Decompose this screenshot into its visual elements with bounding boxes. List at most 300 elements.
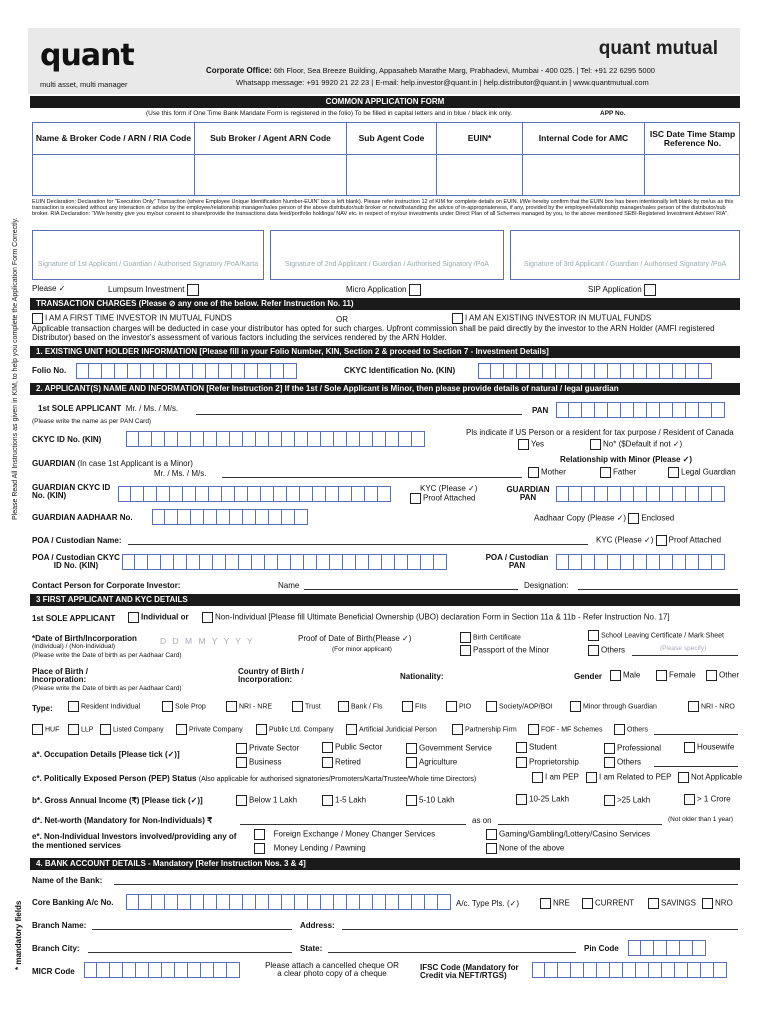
type-bank-checkbox[interactable] [338, 701, 349, 712]
type-private-label: Private Company [189, 726, 243, 734]
rel-legal-checkbox[interactable] [668, 467, 679, 478]
occ-others-checkbox[interactable] [604, 757, 615, 768]
occ-proprietorship-option[interactable] [516, 757, 579, 768]
income-6-checkbox[interactable] [684, 794, 695, 805]
type-others-input[interactable] [654, 734, 738, 735]
forex-checkbox[interactable] [254, 829, 265, 840]
branch-name-label: Branch Name: [32, 921, 87, 930]
guardian-ckyc-label: GUARDIAN CKYC ID No. (KIN) [32, 483, 111, 500]
income-5-option[interactable] [604, 795, 650, 806]
ac-savings-option[interactable] [648, 898, 696, 909]
gaming-option[interactable] [486, 829, 650, 840]
income-5-label: >25 Lakh [617, 795, 651, 805]
occ-govt-option[interactable] [406, 743, 492, 754]
core-banking-label: Core Banking A/c No. [32, 898, 114, 907]
gender-male-label: Male [623, 670, 641, 680]
applicant-name-input[interactable] [196, 414, 522, 415]
account-no-input[interactable] [126, 894, 451, 910]
us-no-checkbox[interactable] [590, 439, 601, 450]
sip-checkbox[interactable] [644, 284, 656, 296]
section-1-bar: 1. EXISTING UNIT HOLDER INFORMATION [Please fill in your Folio Number, KIN, Section 2 & proceed to Section 7 - Investment Details] [30, 346, 740, 358]
poa-ckyc-input[interactable] [122, 554, 447, 570]
type-others-checkbox[interactable] [614, 724, 625, 735]
guardian-salutation: Mr. / Ms. / M/s. [154, 469, 207, 478]
ac-type-row [456, 899, 519, 908]
type-resident-checkbox[interactable] [68, 701, 79, 712]
us-person-note: Pls indicate if US Person or a resident for tax purpose / Resident of Canada [466, 428, 734, 437]
occ-agriculture-option[interactable] [406, 757, 457, 768]
type-resident-option[interactable] [68, 701, 140, 712]
pan-name-note: (Please write the name as per PAN Card) [32, 418, 152, 425]
pep-na-checkbox[interactable] [678, 772, 689, 783]
type-partnership-checkbox[interactable] [452, 724, 463, 735]
tick-icon: ✓ [58, 284, 66, 293]
occ-retired-option[interactable] [322, 757, 361, 768]
pep-related-option[interactable] [586, 772, 671, 783]
branch-city-input[interactable] [88, 952, 292, 953]
type-llp-checkbox[interactable] [68, 724, 79, 735]
type-public-option[interactable] [256, 724, 334, 735]
poa-pan-input[interactable] [556, 554, 725, 570]
rel-father-option[interactable] [600, 467, 636, 478]
aadhaar-copy-label: Aadhaar Copy (Please ✓) [534, 513, 627, 523]
euin-declaration: EUIN Declaration: Declaration for "Execution Only" Transaction (where Employee Unique Identification Number-EUIN" box is left blank). Please refer instruction 12 of KIM for complete details on EUIN. I/We hereby confirm that the EUIN box has been intentionally left blank by me/us as this transaction is executed without any interaction or advice by the employee/relationship manager/sales person of the above distributor/sub broker or notwithstanding the advice of in-appropriateness, if any, provided by the employee/relationship manager/sales person of the distributor/sub broker. RIA Declaration: "I/We hereby give you my/our consent to share/provide the transactions data feed/portfolio holdings/ NAV etc. in respect of my/our investments under Direct Plan of all Schemes managed by you, to the above mentioned SEBI-Registered Investment Adviser/ RIA". [32, 199, 734, 217]
type-pio-label: PIO [459, 703, 472, 711]
ifsc-label: IFSC Code (Mandatory for Credit via NEFT/RTGS) [420, 963, 519, 980]
please-tick-label: Please [32, 284, 57, 293]
type-fiis-label: FIIs [415, 703, 427, 711]
bank-name-input[interactable] [114, 884, 738, 885]
income-6-label: > 1 Crore [697, 794, 731, 804]
type-nri-nre-checkbox[interactable] [226, 701, 237, 712]
passport-minor-checkbox[interactable] [460, 645, 471, 656]
forex-option[interactable] [254, 829, 435, 840]
corporate-label: Corporate Office: [206, 66, 272, 75]
type-ajp-label: Artificial Juridicial Person [359, 726, 437, 734]
occ-public-checkbox[interactable] [322, 742, 333, 753]
side-instruction-note [12, 180, 22, 520]
mandatory-fields-text: * mandatory fields [14, 900, 23, 970]
type-bank-option[interactable] [338, 701, 383, 712]
occ-business-option[interactable] [236, 757, 281, 768]
type-nri-nro-option[interactable] [688, 701, 735, 712]
form-title: COMMON APPLICATION FORM [30, 96, 740, 108]
guardian-kyc-label: KYC (Please ✓) [420, 484, 478, 493]
micr-input[interactable] [84, 962, 240, 978]
non-ind-label: e*. Non-Individual Investors involved/providing any of the mentioned services [32, 832, 237, 850]
guardian-proof-checkbox[interactable] [410, 493, 421, 504]
ckyc-id-input[interactable] [126, 431, 425, 447]
form-note: (Use this form if One Time Bank Mandate Form is registered in the folio) To be filled in capital letters and in blue / black ink only. [146, 110, 513, 117]
bank-name-label: Name of the Bank: [32, 876, 103, 885]
contact-name-input[interactable] [304, 589, 518, 590]
income-4-label: 10-25 Lakh [529, 794, 570, 804]
pin-code-input[interactable] [628, 940, 706, 956]
pep-row [32, 774, 476, 783]
type-partnership-label: Partnership Firm [465, 726, 517, 734]
pep-yes-checkbox[interactable] [532, 772, 543, 783]
contact-name-label: Name [278, 581, 300, 590]
type-huf-checkbox[interactable] [32, 724, 43, 735]
ac-type-label: A/c. Type [456, 899, 490, 908]
type-minor-checkbox[interactable] [570, 701, 581, 712]
income-1-option[interactable] [236, 795, 297, 806]
type-fof-label: FOF - MF Schemes [541, 726, 603, 734]
type-sole-prop-checkbox[interactable] [162, 701, 173, 712]
type-ajp-option[interactable] [346, 724, 437, 735]
gender-female-option[interactable] [656, 670, 696, 681]
broker-col-header: Name & Broker Code / ARN / RIA Code [33, 123, 195, 155]
rel-mother-label: Mother [541, 467, 566, 477]
pep-related-checkbox[interactable] [586, 772, 597, 783]
gender-other-checkbox[interactable] [706, 670, 717, 681]
type-bank-label: Bank / FIs [351, 703, 383, 711]
type-trust-label: Trust [305, 703, 321, 711]
investment-type-row [32, 284, 65, 293]
aadhaar-copy-option[interactable] [534, 513, 674, 524]
please-specify-hint: (Please specify) [660, 645, 707, 652]
corporate-address [206, 66, 655, 75]
guardian-pan-label: GUARDIAN PAN [506, 485, 550, 502]
type-others-label: Others [627, 726, 649, 734]
sole-applicant-3-row [32, 614, 115, 623]
gender-male-checkbox[interactable] [610, 670, 621, 681]
type-fiis-option[interactable] [402, 701, 427, 712]
contact-info: Whatsapp message: +91 9920 21 22 23 | E-mail: help.investor@quant.in | help.distributor@quant.in | www.quantmutual.com [236, 78, 649, 87]
occ-agriculture-label: Agriculture [419, 757, 458, 767]
cheque-note: Please attach a cancelled cheque OR a clear photo copy of a cheque [265, 961, 399, 978]
non-individual-checkbox[interactable] [202, 612, 213, 623]
ac-nro-checkbox[interactable] [702, 898, 713, 909]
poa-ckyc-label: POA / Custodian CKYC ID No. (KIN) [32, 553, 120, 570]
rel-mother-checkbox[interactable] [528, 467, 539, 478]
euin-input[interactable] [437, 155, 523, 196]
type-listed-option[interactable] [100, 724, 164, 735]
pan-label: PAN [532, 406, 549, 415]
existing-checkbox[interactable] [452, 313, 463, 324]
occupation-label: a*. Occupation Details [Please tick (✓)] [32, 750, 180, 759]
gender-female-label: Female [669, 670, 696, 680]
money-lending-checkbox[interactable] [254, 843, 265, 854]
type-private-checkbox[interactable] [176, 724, 187, 735]
ac-nro-option[interactable] [702, 898, 733, 909]
type-sole-prop-label: Sole Prop [175, 703, 206, 711]
txn-note: Applicable transaction charges will be deducted in case your distributor has opted for such charges. Upfront commission shall be paid directly by the investor to the ARN Holder (AMFI registered Distributor) based on the investor's assessment of various factors including the services rendered by the ARN Holder. [32, 324, 715, 342]
occ-housewife-checkbox[interactable] [684, 742, 695, 753]
ac-current-label: CURRENT [595, 898, 635, 908]
us-yes-checkbox[interactable] [518, 439, 529, 450]
birth-certificate-label: Birth Certificate [473, 634, 521, 642]
sub-broker-input[interactable] [195, 155, 347, 196]
type-listed-label: Listed Company [113, 726, 164, 734]
ckyc-id-label: CKYC ID No. (KIN) [32, 435, 102, 444]
type-listed-checkbox[interactable] [100, 724, 111, 735]
occ-public-label: Public Sector [335, 742, 383, 752]
none-above-label: None of the above [499, 843, 565, 853]
poa-kyc-label: KYC (Please ✓) [596, 535, 654, 545]
as-on-label: as on [472, 816, 492, 825]
us-yes-option[interactable] [518, 439, 544, 450]
gender-male-option[interactable] [610, 670, 640, 681]
broker-table [32, 122, 740, 196]
poa-name-input[interactable] [128, 544, 588, 545]
folio-no-label: Folio No. [32, 366, 67, 375]
income-3-checkbox[interactable] [406, 795, 417, 806]
none-above-option[interactable] [486, 843, 564, 854]
micro-label: Micro Application [346, 285, 407, 295]
euin-col-header: EUIN* [437, 123, 523, 155]
none-above-checkbox[interactable] [486, 843, 497, 854]
individual-checkbox[interactable] [128, 612, 139, 623]
occ-professional-checkbox[interactable] [604, 743, 615, 754]
minor-applicant-note: (For minor applicant) [332, 646, 392, 653]
place-birth-label: Place of Birth / Incorporation: [32, 667, 89, 684]
type-sole-prop-option[interactable] [162, 701, 206, 712]
individual-label: Individual [141, 612, 179, 622]
quant-logo: quant [40, 38, 134, 73]
pep-na-label: Not Applicable [691, 772, 743, 782]
poa-name-label: POA / Custodian Name: [32, 536, 122, 545]
type-resident-label: Resident Individual [81, 703, 141, 711]
broker-code-input[interactable] [33, 155, 195, 196]
poa-proof-checkbox[interactable] [656, 535, 667, 546]
type-ajp-checkbox[interactable] [346, 724, 357, 735]
sub-agent-input[interactable] [347, 155, 437, 196]
type-society-option[interactable] [486, 701, 553, 712]
ac-nre-label: NRE [553, 898, 570, 908]
income-2-checkbox[interactable] [322, 795, 333, 806]
salutation-label: Mr. / Ms. / M/s. [125, 404, 179, 413]
occ-business-label: Business [249, 757, 282, 767]
pep-yes-label: I am PEP [545, 772, 579, 782]
ac-nre-option[interactable] [540, 898, 570, 909]
occ-others-input[interactable] [654, 766, 738, 767]
gender-female-checkbox[interactable] [656, 670, 667, 681]
income-3-option[interactable] [406, 795, 455, 806]
occ-private-checkbox[interactable] [236, 743, 247, 754]
folio-no-input[interactable] [76, 363, 297, 379]
dob-input[interactable]: D D M M Y Y Y Y [160, 636, 255, 646]
type-trust-checkbox[interactable] [292, 701, 303, 712]
type-nri-nre-option[interactable] [226, 701, 272, 712]
country-birth-label: Country of Birth / Incorporation: [238, 667, 304, 684]
ifsc-input[interactable] [532, 962, 727, 978]
occ-agriculture-checkbox[interactable] [406, 757, 417, 768]
income-6-option[interactable] [684, 794, 731, 805]
relationship-label: Relationship with Minor (Please ✓) [560, 455, 693, 464]
lumpsum-option[interactable] [108, 284, 199, 296]
income-4-option[interactable] [516, 794, 569, 805]
state-label: State: [300, 944, 323, 953]
non-individual-option[interactable] [202, 612, 670, 623]
type-llp-label: LLP [81, 726, 94, 734]
pin-code-label: Pin Code [584, 944, 619, 953]
guardian-row [32, 459, 193, 468]
section-4-bar: 4. BANK ACCOUNT DETAILS - Mandatory [Refer Instruction Nos. 3 & 4] [30, 858, 740, 870]
guardian-aadhaar-input[interactable] [152, 509, 308, 525]
signature-2-box[interactable]: Signature of 2nd Applicant / Guardian / Authorised Signatory /PoA [270, 230, 504, 280]
us-no-option[interactable] [590, 439, 682, 450]
type-huf-option[interactable] [32, 724, 59, 735]
guardian-note: (In case 1st Applicant is a Minor) [77, 459, 193, 468]
as-on-input[interactable] [498, 824, 662, 825]
type-society-checkbox[interactable] [486, 701, 497, 712]
gender-label: Gender [574, 672, 603, 681]
ckyc-kin-input[interactable] [478, 363, 712, 379]
dob-note: (Please write the Date of birth as per Aadhaar Card) [32, 652, 182, 659]
occ-retired-checkbox[interactable] [322, 757, 333, 768]
school-leaving-option[interactable] [588, 630, 724, 641]
micro-option[interactable] [346, 284, 421, 296]
designation-input[interactable] [578, 589, 738, 590]
brand-name: quant mutual [598, 38, 718, 59]
signature-3-box[interactable]: Signature of 3rd Applicant / Guardian / Authorised Signatory /PoA [510, 230, 740, 280]
section-2-bar: 2. APPLICANT(S) NAME AND INFORMATION [Refer Instruction 2] If the 1st / Sole Applicant is Minor, then please provide details of natural / legal guardian [30, 383, 740, 395]
occ-govt-checkbox[interactable] [406, 743, 417, 754]
nationality-label: Nationality: [400, 672, 444, 681]
individual-option[interactable] [128, 612, 189, 623]
type-others-option[interactable] [614, 724, 648, 735]
type-llp-option[interactable] [68, 724, 93, 735]
type-minor-label: Minor through Guardian [583, 703, 657, 711]
guardian-proof-option[interactable] [410, 493, 475, 504]
pep-na-option[interactable] [678, 772, 742, 783]
gender-other-option[interactable] [706, 670, 739, 681]
lumpsum-checkbox[interactable] [187, 284, 199, 296]
birth-certificate-option[interactable] [460, 632, 521, 643]
type-society-label: Society/AOP/BOI [499, 703, 553, 711]
signature-1-box[interactable]: Signature of 1st Applicant / Guardian / Authorised Signatory /PoA/Karta [32, 230, 264, 280]
type-private-option[interactable] [176, 724, 243, 735]
place-note: (Please write the Date of birth as per Aadhaar Card) [32, 685, 182, 692]
ac-current-checkbox[interactable] [582, 898, 593, 909]
type-pio-checkbox[interactable] [446, 701, 457, 712]
type-partnership-option[interactable] [452, 724, 517, 735]
gaming-checkbox[interactable] [486, 829, 497, 840]
first-time-label: I AM A FIRST TIME INVESTOR IN MUTUAL FUNDS [45, 313, 232, 323]
corporate-address-text: 6th Floor, Sea Breeze Building, Appasaheb Marathe Marg, Prabhadevi, Mumbai - 400 025. | Tel: +91 22 6295 5000 [273, 66, 655, 75]
pan-input[interactable] [556, 402, 725, 418]
occ-professional-option[interactable] [604, 743, 661, 754]
sub-agent-col-header: Sub Agent Code [347, 123, 437, 155]
pep-yes-option[interactable] [532, 772, 579, 783]
guardian-name-input[interactable] [222, 477, 522, 478]
us-no-label: No* ($Default if not ✓) [603, 439, 683, 449]
guardian-pan-input[interactable] [556, 486, 725, 502]
existing-investor-option[interactable] [452, 313, 651, 324]
school-leaving-checkbox[interactable] [588, 630, 599, 641]
branch-city-label: Branch City: [32, 944, 80, 953]
occ-public-option[interactable] [322, 742, 382, 753]
type-fof-checkbox[interactable] [528, 724, 539, 735]
rel-mother-option[interactable] [528, 467, 566, 478]
occ-private-option[interactable] [236, 743, 299, 754]
type-pio-option[interactable] [446, 701, 471, 712]
first-time-checkbox[interactable] [32, 313, 43, 324]
ac-nre-checkbox[interactable] [540, 898, 551, 909]
address-input[interactable] [342, 929, 738, 930]
sip-label: SIP Application [588, 285, 642, 295]
isc-col-header: ISC Date Time Stamp Reference No. [645, 123, 740, 155]
amc-code-input[interactable] [523, 155, 645, 196]
rel-legal-option[interactable] [668, 467, 736, 478]
type-nri-nro-checkbox[interactable] [688, 701, 699, 712]
not-older-note: (Not older than 1 year) [668, 816, 734, 823]
branch-name-input[interactable] [92, 929, 292, 930]
income-2-option[interactable] [322, 795, 366, 806]
enclosed-label: Enclosed [641, 513, 675, 523]
type-nri-nro-label: NRI - NRO [701, 703, 735, 711]
pep-note: (Also applicable for authorised signatories/Promoters/Karta/Trustee/Whole time Directors) [198, 776, 477, 783]
dob-others-label: Others [601, 645, 626, 655]
designation-label: Designation: [524, 581, 569, 590]
occ-student-option[interactable] [516, 742, 557, 753]
aadhaar-enclosed-checkbox[interactable] [628, 513, 639, 524]
income-1-checkbox[interactable] [236, 795, 247, 806]
pep-related-label: I am Related to PEP [599, 772, 672, 782]
rel-father-checkbox[interactable] [600, 467, 611, 478]
pep-label: c*. Politically Exposed Person (PEP) Status [32, 774, 197, 783]
occ-student-checkbox[interactable] [516, 742, 527, 753]
income-4-checkbox[interactable] [516, 794, 527, 805]
income-label: b*. Gross Annual Income (₹) [Please tick (✓)] [32, 796, 203, 805]
guardian-ckyc-input[interactable] [118, 486, 391, 502]
networth-input[interactable] [240, 824, 466, 825]
ac-savings-checkbox[interactable] [648, 898, 659, 909]
type-public-checkbox[interactable] [256, 724, 267, 735]
poa-kyc-option[interactable] [596, 535, 721, 546]
birth-certificate-checkbox[interactable] [460, 632, 471, 643]
micr-label: MICR Code [32, 967, 75, 976]
micro-checkbox[interactable] [409, 284, 421, 296]
occ-govt-label: Government Service [419, 743, 492, 753]
state-input[interactable] [328, 952, 576, 953]
income-5-checkbox[interactable] [604, 795, 615, 806]
money-lending-option[interactable] [254, 843, 366, 854]
guardian-proof-label: Proof Attached [423, 493, 476, 503]
type-label: Type: [32, 704, 53, 713]
networth-label: d*. Net-worth (Mandatory for Non-Individuals) ₹ [32, 816, 213, 825]
type-public-label: Public Ltd. Company [269, 726, 334, 734]
occ-proprietorship-checkbox[interactable] [516, 757, 527, 768]
occ-business-checkbox[interactable] [236, 757, 247, 768]
type-minor-option[interactable] [570, 701, 657, 712]
first-time-investor-option[interactable] [32, 313, 232, 324]
passport-minor-option[interactable] [460, 645, 549, 656]
sole-applicant-row [38, 404, 178, 413]
sub-broker-col-header: Sub Broker / Agent ARN Code [195, 123, 347, 155]
sip-option[interactable] [588, 284, 656, 296]
ac-pls-label: Pls. (✓) [491, 899, 520, 908]
dob-sub-label: (Individual) / (Non-Individual) [32, 643, 116, 650]
dob-others-option[interactable] [588, 645, 625, 656]
type-trust-option[interactable] [292, 701, 321, 712]
non-individual-label: Non-Individual [Please fill Ultimate Beneficial Ownership (UBO) declaration Form in Section 11a & 11b - Refer Instruction No. 17] [215, 612, 670, 622]
type-fiis-checkbox[interactable] [402, 701, 413, 712]
dob-others-input[interactable] [632, 655, 738, 656]
forex-label: Foreign Exchange / Money Changer Services [273, 829, 436, 839]
app-no-label: APP No. [600, 110, 626, 117]
gaming-label: Gaming/Gambling/Lottery/Casino Services [499, 829, 651, 839]
proof-dob-label: Proof of Date of Birth(Please ✓) [298, 634, 412, 643]
occ-others-option[interactable] [604, 757, 641, 768]
ac-current-option[interactable] [582, 898, 634, 909]
dob-others-checkbox[interactable] [588, 645, 599, 656]
isc-input[interactable] [645, 155, 740, 196]
txn-or-label: OR [336, 315, 348, 324]
occ-housewife-option[interactable] [684, 742, 734, 753]
type-fof-option[interactable] [528, 724, 602, 735]
